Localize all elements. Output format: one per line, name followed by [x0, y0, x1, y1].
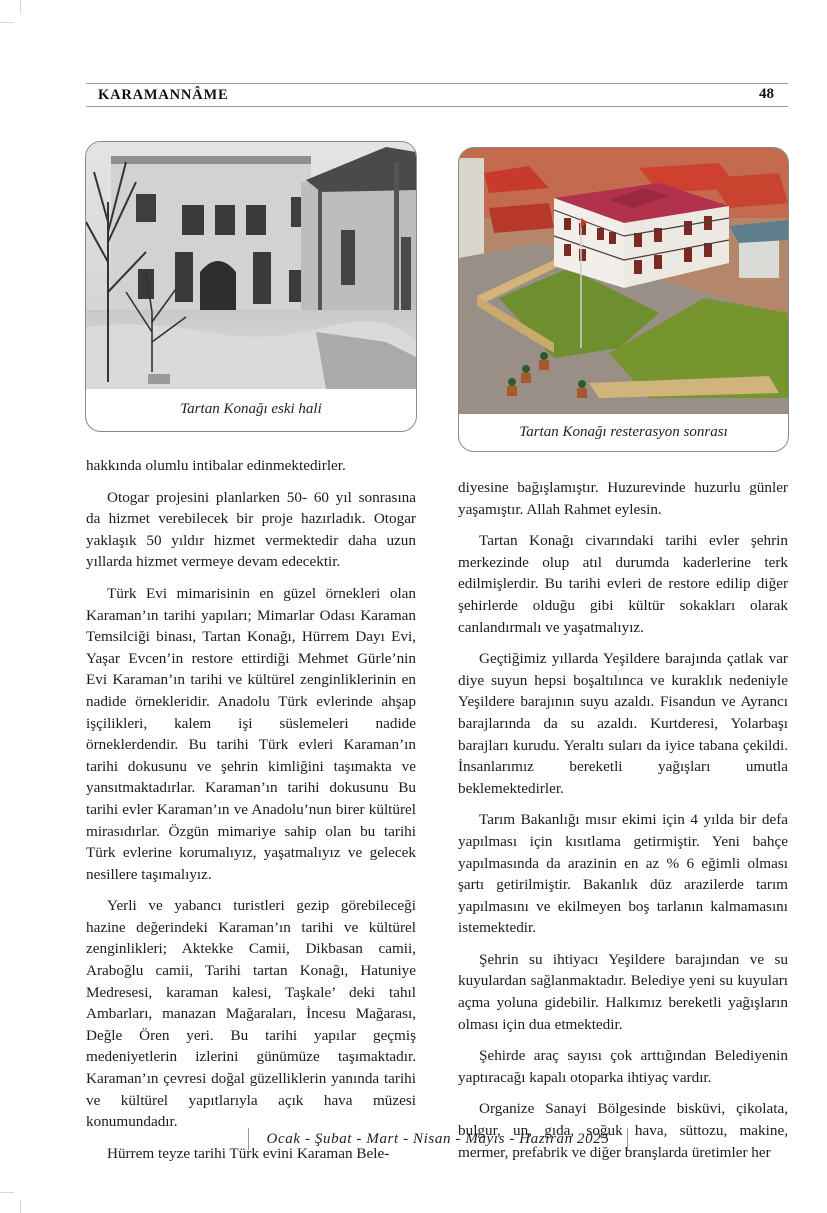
text-column-left: [86, 455, 416, 1174]
figure-caption: Tartan Konağı eski hali: [180, 401, 322, 417]
paragraph: hakkında olumlu intibalar edinmektedirler.: [86, 457, 346, 474]
issue-footer: Ocak - Şubat - Mart - Nisan - Mayıs - Haziran 2025: [248, 1128, 628, 1150]
paragraph: Şehrin su ihtiyacı Yeşildere barajından ve su kuyulardan sağlanmaktadır. Belediye yeni su kuyuları açma yoluna gidebilir. Halkımız bereketli yağışların olması için dua etmektedir.: [458, 950, 788, 1033]
paragraph: Şehirde araç sayısı çok arttığından Belediyenin yaptıracağı kapalı otoparka ihtiyaç vardır.: [458, 1047, 788, 1086]
old-mansion-photo: [86, 142, 416, 389]
paragraph: diyesine bağışlamıştır. Huzurevinde huzurlu günler yaşamıştır. Allah Rahmet eylesin.: [458, 479, 788, 518]
paragraph: Tartan Konağı civarındaki tarihi evler şehrin merkezinde olup atıl durumda kaderlerine terk edilmişlerdir. Bu tarihi evleri de restore edilip diğer şehirlerde olduğu gibi kültür sokakları olarak canlandırmalı ve yaşatmalıyız.: [458, 532, 788, 636]
paragraph: Hürrem teyze tarihi Türk evini Karaman Bele-: [107, 1144, 390, 1162]
running-header: [86, 83, 788, 107]
figure-restored-mansion: [458, 147, 789, 452]
crop-mark: [20, 1200, 21, 1213]
restored-mansion-photo: [459, 148, 788, 414]
paragraph: Geçtiğimiz yıllarda Yeşildere barajında çatlak var diye suyun hepsi boşaltılınca ve kuraklık nedeniyle Yeşildere barajının suyu azaldı. Fisandun ve Ayrancı barajlarında da su azaldı. Kurtderesi, Yolarbaşı barajları kurudu. Yeraltı suları da iyice tabana çekildi. İnsanlarımız bereketli yağışları umutla beklemektedirler.: [458, 650, 788, 797]
paragraph: Otogar projesini planlarken 50- 60 yıl sonrasına da hizmet verebilecek bir proje hazırladık. Otogar yaklaşık 50 yıldır hizmet vermektedir daha uzun yıllarda hizmet vermeye devam edecektir.: [86, 488, 416, 571]
crop-mark: [0, 22, 14, 23]
figure-caption: Tartan Konağı resterasyon sonrası: [519, 424, 728, 440]
paragraph: Organize Sanayi Bölgesinde bisküvi, çikolata, bulgur, un, gıda, soğuk hava, süttozu, makine, mermer, prefabrik ve diğer branşlarda üretimler her: [458, 1100, 788, 1161]
crop-mark: [20, 0, 21, 14]
text-column-right: [458, 477, 788, 1173]
paragraph: Türk Evi mimarisinin en güzel örnekleri olan Karaman’ın tarihi yapıları; Mimarlar Odası Karaman Temsilciği binası, Tartan Konağı, Hürrem Dayı Evi, Yaşar Evcen’in restore ettirdiği Mehmet Gürle’nin Evi Karaman’ın tarihi ve kültürel zenginliklerinin en nadide örnekleridir. Anadolu Türk evlerinde ahşap işçilikleri, kalem işi süslemeleri nadide örneklerdendir. Bu tarihi Türk evleri Karaman’ın tarihi dokusunu ve şehrin kimliğini taşımakta ve yansıtmaktadırlar. Karaman’ın tarihi dokusunu Bu tarihi evler Karaman’ın ve Anadolu’nun birer kültürel mirasıdırlar. Özgün mimariye sahip olan bu tarihi Türk evlerine korumalıyız, yaşatmalıyız ve gelecek nesillere taşımalıyız.: [86, 584, 416, 883]
figure-old-mansion: [85, 141, 417, 432]
publication-title: KARAMANNÂME: [98, 87, 229, 103]
page-number: 48: [759, 86, 774, 102]
paragraph: Yerli ve yabancı turistleri gezip görebileceği hazine değerindeki Karaman’ın tarihi ve kültürel zenginlikleri; Aktekke Camii, Dikbasan camii, Araboğlu camii, Tarihi tartan Konağı, Hatuniye Medresesi, karaman kalesi, Taşkale’ deki tahıl Ambarları, manazan Mağaraları, İncesu Mağarası, Değle Ören yeri. Bu tarihi yapılar geçmiş medeniyetlerin izlerini günümüze taşımaktadır. Karaman’ın çevresi doğal güzelliklerin yanında tarihi ve kültürel yapıtlarıyla açık hava müzesi konumundadır.: [86, 897, 416, 1131]
paragraph: Tarım Bakanlığı mısır ekimi için 4 yılda bir defa yapılması için kısıtlama getirmiştir. Yeni bahçe yapılmasında da arazinin en az % 6 eğimli olması şartı getirilmiştir. Bakanlık düz arazilerde tarım yapılmasını ve ekilmeyen boş tarlanın kalmamasını istemektedir.: [458, 811, 788, 937]
crop-mark: [0, 1192, 14, 1193]
